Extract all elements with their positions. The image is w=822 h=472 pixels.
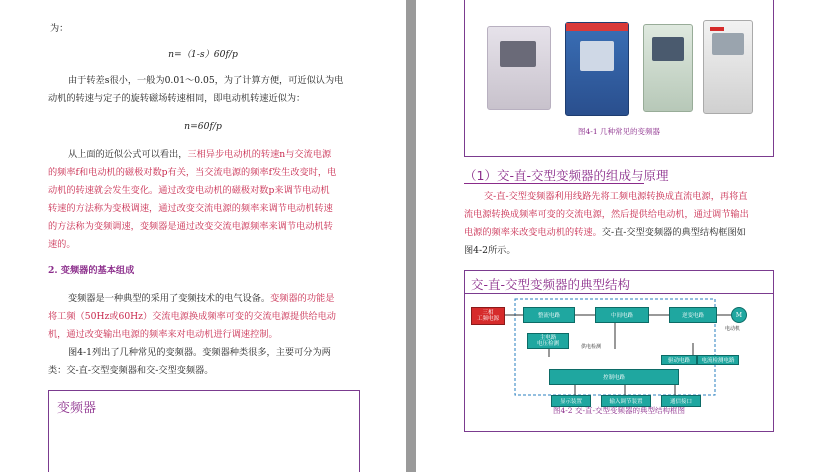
highlight-text: 电源的频率来改变电动机的转速。 [464,227,602,238]
power-source-block: 三相 工频电源 [471,307,505,325]
paragraph-line [464,224,746,242]
paragraph-line: 动机的转速与定子的旋转磁场转速相同，即电动机转速近似为： [48,93,306,104]
highlight-line: 交-直-交型变频器利用线路先将工频电源转换成直流电源，再将直 [484,191,748,202]
diagram-title-rule [465,293,773,294]
highlight-line: 动机的转速就会发生变化。通过改变电动机的磁极对数p来调节电动机 [48,185,330,196]
control-circuit-block: 控制电路 [549,369,679,385]
section-title: （1）交-直-交型变频器的组成与原理 [464,168,669,183]
figure-1-caption: 图4-1 几种常见的变频器 [578,127,660,136]
plain-text: 交-直-交型变频器的典型结构框图如 [601,227,746,238]
paragraph-line [68,290,334,308]
callout-title: 变频器 [57,401,97,416]
left-page [0,0,406,472]
inverter-photo-1 [487,26,551,110]
highlight-line: 速的。 [48,239,76,250]
formula-slip: n=（1-s）60f/p [168,49,238,60]
callout-box [48,390,360,472]
rectifier-block: 整流电路 [523,307,575,323]
inverter-photo-2 [565,22,629,116]
formula-approx: n=60f/p [184,121,222,132]
plain-text: 变频器是一种典型的采用了变频技术的电气设备。 [68,293,271,304]
comm-block: 通信接口 [661,395,701,407]
highlight-line: 的频率f和电动机的磁极对数p有关，当交流电源的频率f发生改变时，电 [48,167,337,178]
inverter-block: 逆变电路 [669,307,717,323]
figure-2-caption: 图4-2 交-直-交型变频器的典型结构框图 [552,406,686,415]
plain-text: 从上面的近似公式可以看出， [68,149,188,160]
paragraph-line: 图4-1列出了几种常见的变频器。变频器种类很多，主要可分为两 [68,347,331,358]
paragraph-line [68,146,331,164]
figure-1-box [464,0,774,157]
inverter-photo-4 [703,20,753,114]
section-underline [464,183,644,184]
highlight-line: 机，通过改变输出电源的频率来对电动机进行调速控制。 [48,329,278,340]
right-page [416,0,822,472]
motor-label: 电动机 [725,326,741,332]
highlight-line: 将工频（50Hz或60Hz）交流电源换成频率可变的交流电源提供给电动 [48,311,336,322]
paragraph-line: 图4-2所示。 [464,245,516,256]
middle-circuit-block: 中间电路 [595,307,649,323]
diagram-title: 交-直-交型变频器的典型结构 [471,277,631,292]
drive-circuit-block: 驱动电路 [661,355,697,365]
highlight-line: 的方法称为变频调速，变频器是通过改变交流电源频率来调节电动机转 [48,221,333,232]
paragraph-line: 由于转差s很小，一般为0.01～0.05，为了计算方便，可近似认为电 [68,75,344,86]
current-detect-block: 电流检测电路 [697,355,739,365]
highlight-line: 转速的方法称为变极调速，通过改变交流电源的频率来调节电动机转速 [48,203,333,214]
highlight-line: 流电源转换成频率可变的交流电源，然后提供给电动机，通过调节输出 [464,209,749,220]
page-gutter [406,0,416,472]
figure-2-box [464,270,774,432]
inverter-photo-3 [643,24,693,112]
supply-detect-label: 供电检测 [581,344,602,350]
paragraph-line: 类：交-直-交型变频器和交-交型变频器。 [48,365,214,376]
display-block: 显示装置 [551,395,591,407]
highlight-text: 三相异步电动机的转速n与交流电源 [187,149,332,160]
paragraph-text: 为： [50,23,69,34]
input-block: 输入调节装置 [601,395,651,407]
section-heading: 2. 变频器的基本组成 [48,265,135,276]
voltage-detect-block: 主电路 电压检测 [527,333,569,349]
motor-icon: M [731,307,747,323]
highlight-text: 变频器的功能是 [270,293,335,304]
